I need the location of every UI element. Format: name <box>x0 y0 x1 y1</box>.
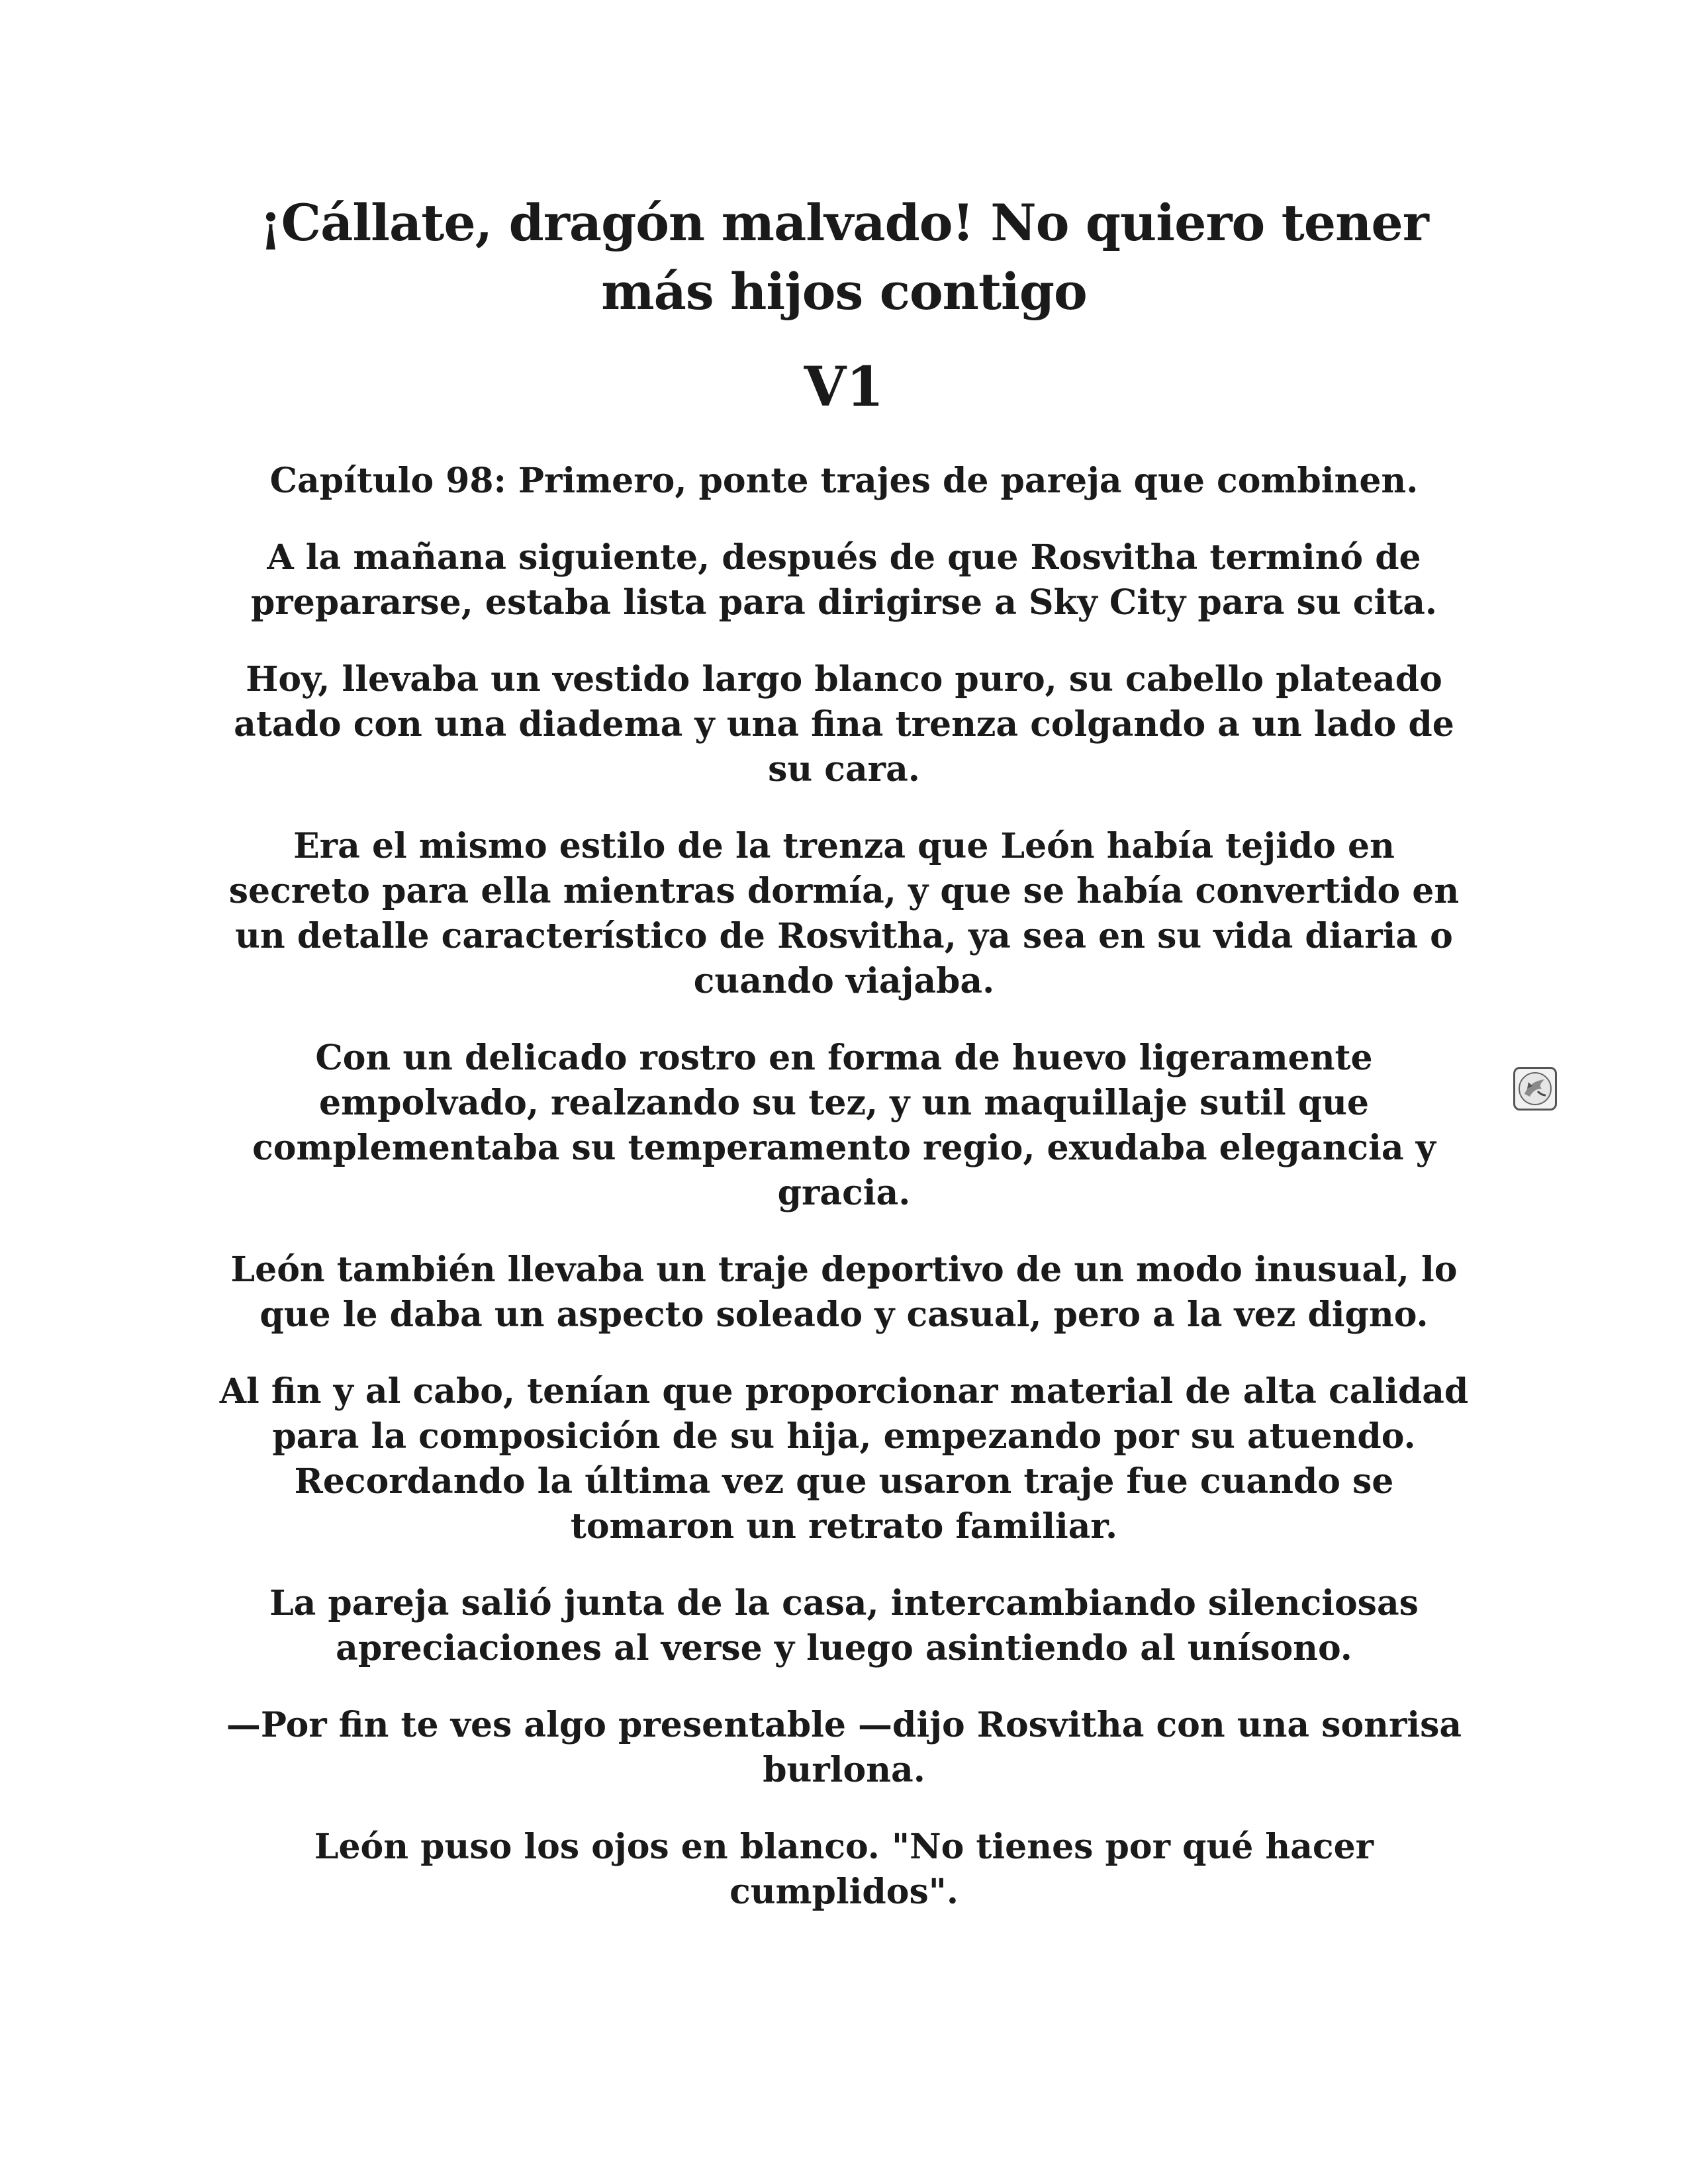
dragon-emblem-graphic <box>1515 1069 1555 1109</box>
paragraph: A la mañana siguiente, después de que Rosvitha terminó de prepararse, estaba lista para dirigirse a Sky City para su cita. <box>250 537 1438 623</box>
paragraph: Era el mismo estilo de la trenza que León había tejido en secreto para ella mientras dormía, y que se había convertido en un detalle característico de Rosvitha, ya sea en su vida diaria o cuando viajaba. <box>228 826 1460 1001</box>
paragraph: —Por fin te ves algo presentable —dijo Rosvitha con una sonrisa burlona. <box>226 1705 1462 1790</box>
paragraph: La pareja salió junta de la casa, intercambiando silenciosas apreciaciones al verse y luego asintiendo al unísono. <box>269 1583 1419 1668</box>
paragraph: Con un delicado rostro en forma de huevo ligeramente empolvado, realzando su tez, y un maquillaje sutil que complementaba su temperamento regio, exudaba elegancia y gracia. <box>252 1038 1436 1213</box>
paragraph: León también llevaba un traje deportivo de un modo inusual, lo que le daba un aspecto soleado y casual, pero a la vez digno. <box>230 1250 1458 1335</box>
paragraph: Hoy, llevaba un vestido largo blanco puro, su cabello plateado atado con una diadema y una fina trenza colgando a un lado de su cara. <box>234 659 1454 790</box>
dragon-emblem-icon <box>1513 1067 1557 1111</box>
paragraph: Al fin y al cabo, tenían que proporcionar material de alta calidad para la composición de su hija, empezando por su atuendo. Recordando la última vez que usaron traje fue cuando se tomaron un retrato familiar. <box>219 1371 1469 1547</box>
chapter-heading: Capítulo 98: Primero, ponte trajes de pareja que combinen. <box>269 461 1419 501</box>
document-title: ¡Cállate, dragón malvado! No quiero tener más hijos contigo <box>259 193 1429 321</box>
paragraph: León puso los ojos en blanco. "No tienes por qué hacer cumplidos". <box>314 1827 1374 1912</box>
document-body <box>218 189 1470 1915</box>
volume-label: V1 <box>804 355 884 419</box>
